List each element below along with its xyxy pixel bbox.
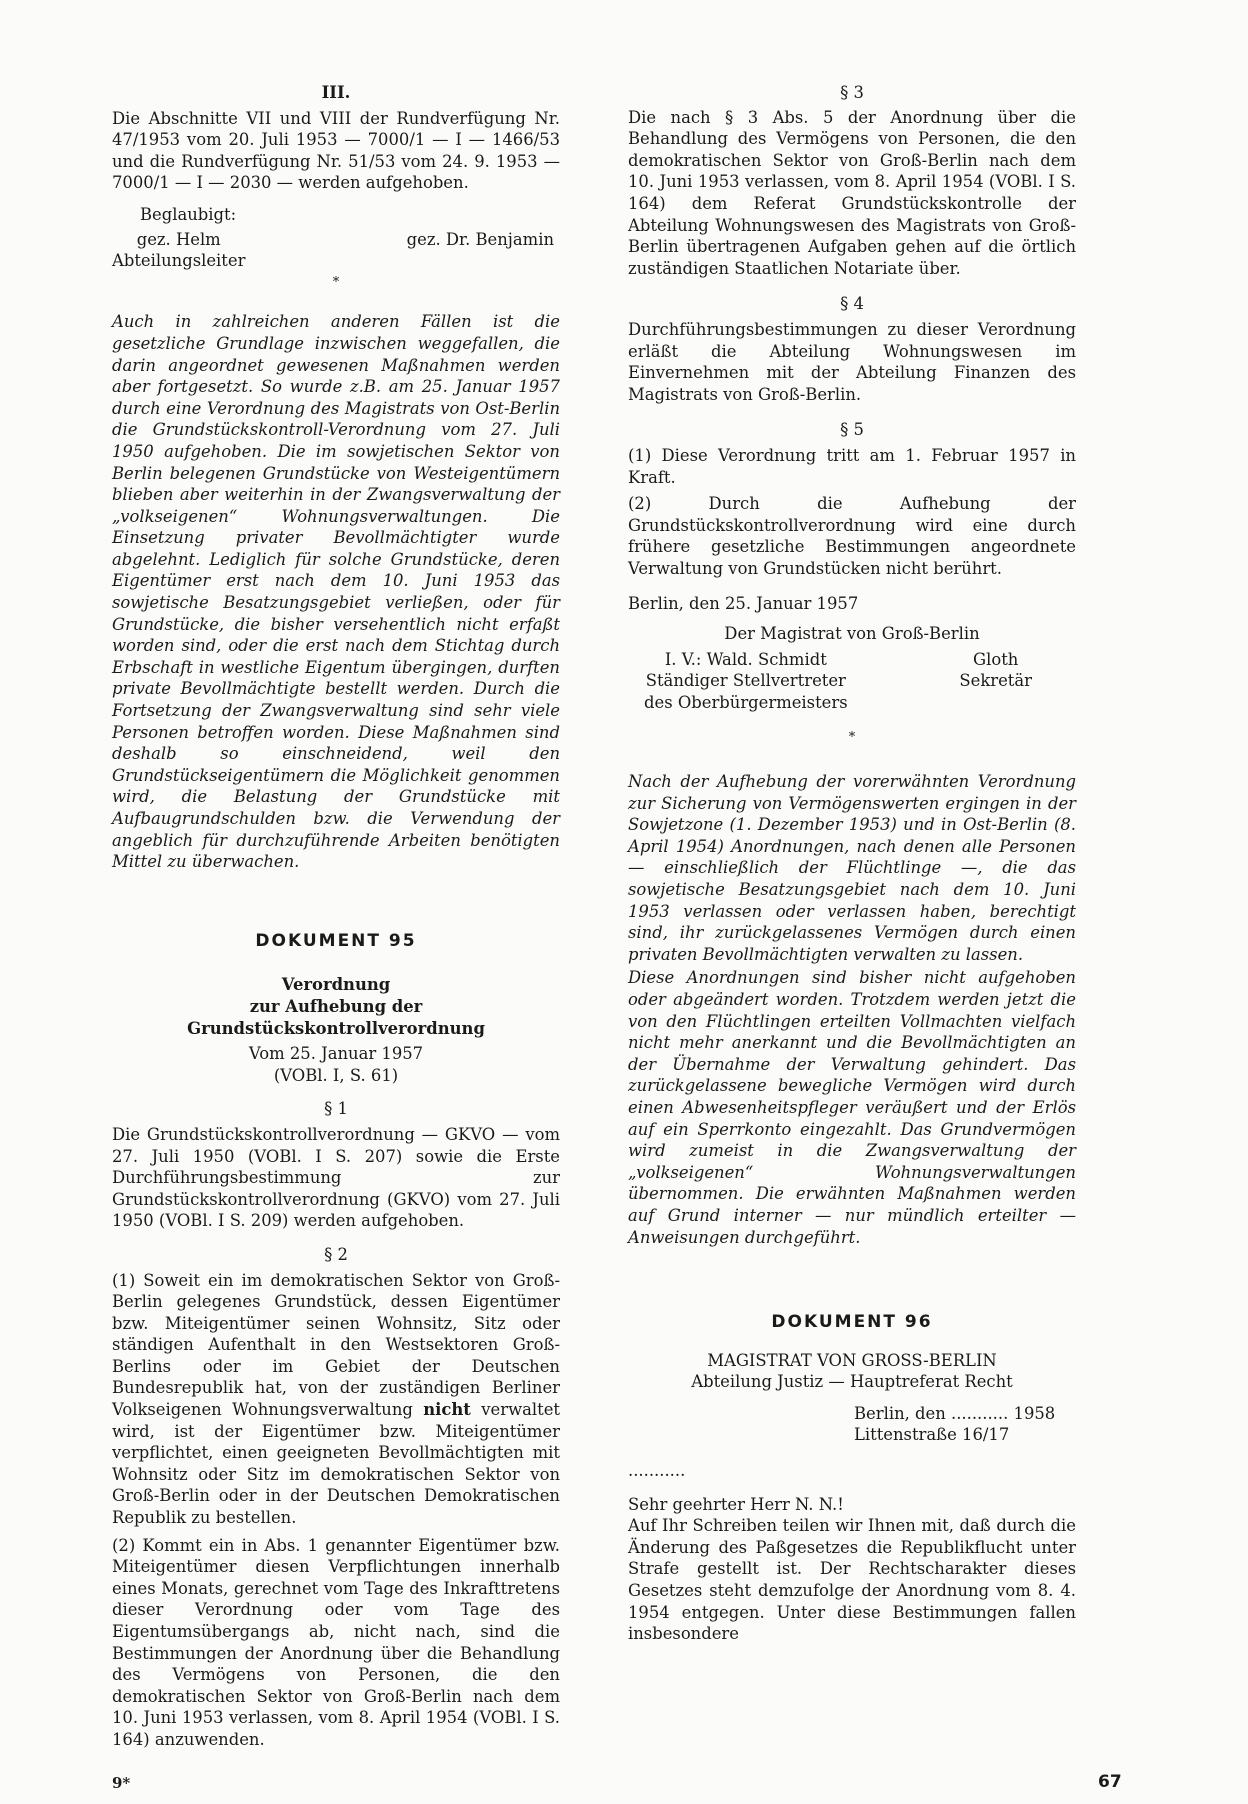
letter-date: Berlin, den ........... 1958	[854, 1403, 1056, 1423]
paragraph-1-text: Die Grundstückskontrollverordnung — GKVO — vom 27. Juli 1950 (VOBl. I S. 207) sowie die Erste Durchführungsbestimmung zur Grundstückskontrollverordnung (GKVO) vom 27. Juli 1950 (VOBl. I S. 209) werden aufgehoben.	[112, 1124, 560, 1231]
verordnung-title-1: Verordnung	[281, 975, 391, 995]
verordnung-vobl: (VOBl. I, S. 61)	[273, 1065, 399, 1085]
magistrat-signature-row	[628, 649, 1076, 714]
letter-address: Littenstraße 16/17	[854, 1425, 1010, 1445]
paragraph-2-abs-1-emphasis: nicht	[423, 1400, 471, 1420]
signature-row	[112, 229, 560, 272]
paragraph-4-heading: § 4	[840, 294, 864, 314]
signature-schmidt	[644, 649, 848, 714]
paragraph-4-text: Durchführungsbestimmungen zu dieser Verordnung erläßt die Abteilung Wohnungswesen im Einvernehmen mit der Abteilung Finanzen des Magistrats von Groß-Berlin.	[628, 319, 1076, 404]
paragraph-3-heading: § 3	[840, 83, 864, 102]
separator-star: *	[332, 274, 340, 290]
separator-star-right: *	[848, 730, 856, 746]
commentary-right-2: Diese Anordnungen sind bisher nicht aufgehoben oder abgeändert worden. Trotzdem werden jetzt die von den Flüchtlingen erteilten Vollmachten vielfach nicht mehr anerkannt und die Bevollmächtigten an der Übernahme der Verwaltung gehindert. Das zurückgelassene bewegliche Vermögen wird durch einen Abwesenheitspfleger veräußert und der Erlös auf ein Sperrkonto eingezahlt. Das Grundvermögen wird zumeist in die Zwangsverwaltung der „volkseigenen“ Wohnungsverwaltungen übernommen. Die erwähnten Maßnahmen werden auf Grund interner — nur mündlich erteilter — Anweisungen durchgeführt.	[628, 968, 1076, 1247]
section-iii-heading: III.	[321, 83, 351, 102]
signature-gloth	[959, 649, 1064, 714]
paragraph-1-heading: § 1	[324, 1099, 348, 1119]
signer-gloth-title: Sekretär	[959, 671, 1032, 691]
dokument-95-heading: DOKUMENT 95	[255, 930, 417, 951]
magistrat-signatory: Der Magistrat von Groß-Berlin	[724, 624, 980, 644]
recipient-placeholder: ...........	[628, 1461, 686, 1481]
paragraph-2-abs-1-part-c: verwaltet wird, ist der Eigentümer bzw. Miteigentümer verpflichtet, einen geeigneten Bevollmächtigten mit Wohnsitz oder Sitz im demokratischen Sektor von Groß-Berlin oder in der Deutschen Demokratischen Republik zu bestellen.	[112, 1400, 560, 1528]
signer-schmidt-title-1: Ständiger Stellvertreter	[645, 671, 846, 691]
paragraph-5-heading: § 5	[840, 420, 864, 440]
signer-schmidt: I. V.: Wald. Schmidt	[664, 649, 827, 669]
signature-mark: 9*	[112, 1774, 131, 1792]
signer-helm-title: Abteilungsleiter	[112, 251, 246, 271]
abteilung-justiz: Abteilung Justiz — Hauptreferat Recht	[691, 1372, 1013, 1392]
left-column	[112, 82, 560, 1751]
commentary-left: Auch in zahlreichen anderen Fällen ist die gesetzliche Grundlage inzwischen weggefallen, die darin angeordnet gewesenen Maßnahmen werden aber fortgesetzt. So wurde z.B. am 25. Januar 1957 durch eine Verordnung des Magistrats von Ost-Berlin die Grundstückskontroll-Verordnung vom 27. Juli 1950 aufgehoben. Die im sowjetischen Sektor von Berlin belegenen Grundstücke von Westeigentümern blieben aber weiterhin in der Zwangsverwaltung der „volkseigenen“ Wohnungsverwaltungen. Die Einsetzung privater Bevollmächtigter wurde abgelehnt. Lediglich für solche Grundstücke, deren Eigentümer erst nach dem 10. Juni 1953 das sowjetische Besatzungsgebiet verließen, oder für Grundstücke, die bisher versehentlich nicht erfaßt worden sind, oder die erst nach dem Stichtag durch Erbschaft in westliche Eigentum übergingen, durften private Bevollmächtigte bestellt werden. Durch die Fortsetzung der Zwangsverwaltung sind sehr viele Personen betroffen worden. Diese Maßnahmen sind deshalb so einschneidend, weil den Grundstückseigentümern die Möglichkeit genommen wird, die Belastung der Grundstücke mit Aufbaugrundschulden bzw. die Verwendung der angeblich für durchzuführende Arbeiten benötigten Mittel zu überwachen.	[112, 312, 560, 872]
verordnung-title-2: zur Aufhebung der Grundstückskontrollverordnung	[187, 996, 485, 1038]
signature-benjamin: gez. Dr. Benjamin	[406, 229, 554, 249]
beglaubigt-label: Beglaubigt:	[140, 204, 237, 224]
signer-helm: gez. Helm	[136, 229, 221, 249]
verordnung-date: Vom 25. Januar 1957	[248, 1044, 424, 1064]
commentary-right-1: Nach der Aufhebung der vorerwähnten Verordnung zur Sicherung von Vermögenswerten ergingen in der Sowjetzone (1. Dezember 1953) und in Ost-Berlin (8. April 1954) Anordnungen, nach denen alle Personen — einschließlich der Flüchtlinge —, die das sowjetische Besatzungsgebiet nach dem 10. Juni 1953 verlassen oder verlassen haben, berechtigt sind, ihr zurückgelassenes Vermögen durch einen privaten Bevollmächtigten verwalten zu lassen.	[628, 772, 1076, 964]
page-number: 67	[1098, 1772, 1122, 1792]
salutation: Sehr geehrter Herr N. N.!	[628, 1494, 844, 1514]
paragraph-2-abs-2: (2) Kommt ein in Abs. 1 genannter Eigentümer bzw. Miteigentümer diesen Verpflichtungen innerhalb eines Monats, gerechnet vom Tage des Inkrafttretens dieser Verordnung oder vom Tage des Eigentumsübergangs ab, nicht nach, sind die Bestimmungen der Anordnung über die Behandlung des Vermögens von Personen, die den demokratischen Sektor von Groß-Berlin nach dem 10. Juni 1953 verlassen, vom 8. April 1954 (VOBl. I S. 164) anzuwenden.	[112, 1535, 560, 1749]
paragraph-2-heading: § 2	[324, 1244, 348, 1264]
signature-helm	[112, 229, 245, 272]
right-column	[628, 82, 1076, 1645]
signer-gloth: Gloth	[973, 649, 1019, 669]
signer-schmidt-title-2: des Oberbürgermeisters	[644, 692, 848, 712]
berlin-date: Berlin, den 25. Januar 1957	[628, 594, 859, 614]
paragraph-3-text: Die nach § 3 Abs. 5 der Anordnung über die Behandlung des Vermögens von Personen, die den demokratischen Sektor von Groß-Berlin nach dem 10. Juni 1953 verlassen, vom 8. April 1954 (VOBl. I S. 164) dem Referat Grundstückskontrolle der Abteilung Wohnungswesen des Magistrats von Groß-Berlin übertragenen Aufgaben gehen auf die örtlich zuständigen Staatlichen Notariate über.	[628, 107, 1076, 278]
letter-body: Auf Ihr Schreiben teilen wir Ihnen mit, daß durch die Änderung des Paßgesetzes die Republikflucht unter Strafe gestellt ist. Der Rechtscharakter dieses Gesetzes steht demzufolge der Anordnung vom 8. 4. 1954 entgegen. Unter diese Bestimmungen fallen insbesondere	[628, 1516, 1076, 1644]
paragraph-5-abs-2: (2) Durch die Aufhebung der Grundstückskontrollverordnung wird eine durch frühere gesetzliche Bestimmungen angeordnete Verwaltung von Grundstücken nicht berührt.	[628, 494, 1076, 578]
paragraph-5-abs-1: (1) Diese Verordnung tritt am 1. Februar 1957 in Kraft.	[628, 445, 1076, 487]
paragraph-2-abs-1	[112, 1270, 560, 1529]
magistrat-gross-berlin: MAGISTRAT VON GROSS-BERLIN	[707, 1350, 997, 1370]
section-iii-text: Die Abschnitte VII und VIII der Rundverfügung Nr. 47/1953 vom 20. Juli 1953 — 7000/1 — I — 1466/53 und die Rundverfügung Nr. 51/53 vom 24. 9. 1953 — 7000/1 — I — 2030 — werden aufgehoben.	[112, 108, 560, 193]
dokument-96-heading: DOKUMENT 96	[771, 1312, 933, 1333]
paragraph-2-abs-1-part-a: (1) Soweit ein im demokratischen Sektor von Groß-Berlin gelegenes Grundstück, dessen Eigentümer bzw. Miteigentümer seinen Wohnsitz, Sitz oder ständigen Aufenthalt in den Westsektoren Groß-Berlins oder im Gebiet der Deutschen Bundesrepublik hat, von der zuständigen Berliner Volkseigenen Wohnungsverwaltung	[112, 1270, 560, 1420]
